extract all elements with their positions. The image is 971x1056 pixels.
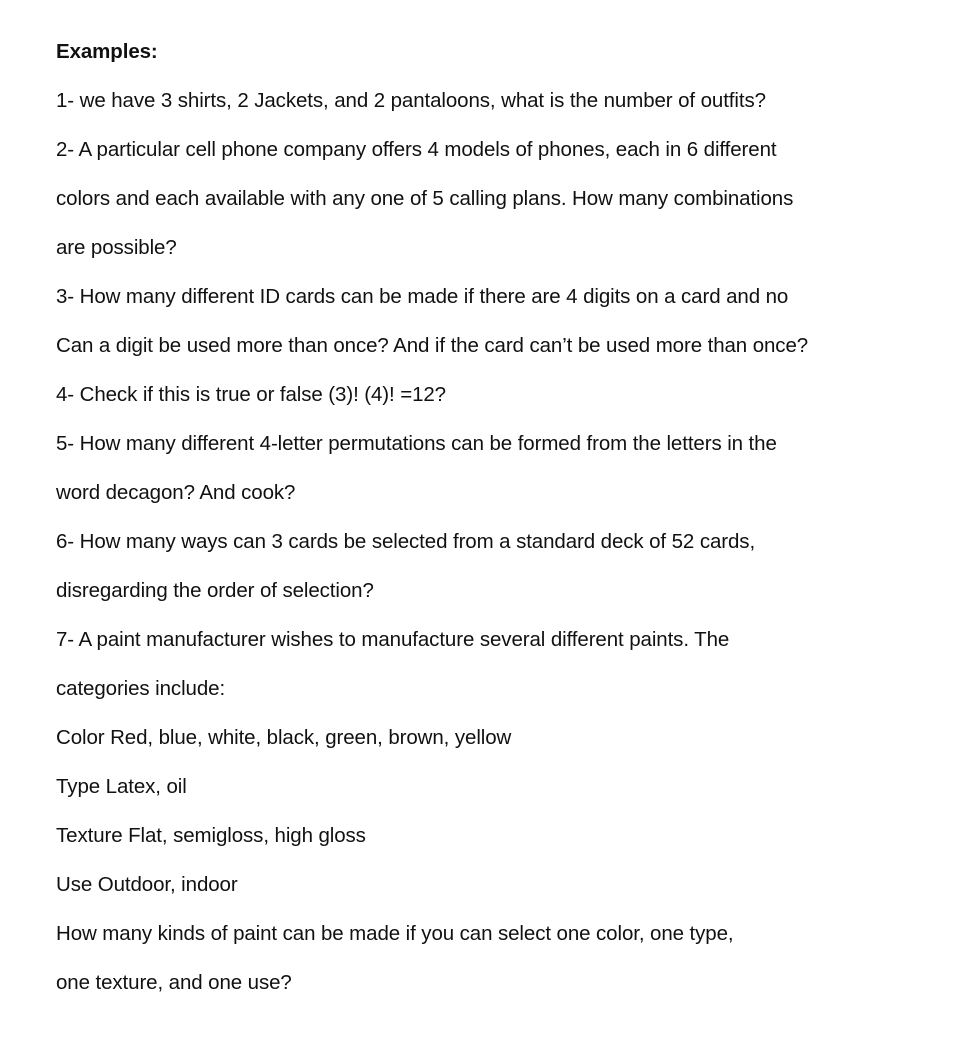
example-3-line-1: 3- How many different ID cards can be made if there are 4 digits on a card and no (56, 285, 789, 308)
example-2-line-1: 2- A particular cell phone company offers 4 models of phones, each in 6 different (56, 138, 777, 161)
example-2-line-3: are possible? (56, 236, 177, 259)
example-2-line-2: colors and each available with any one of 5 calling plans. How many combinations (56, 187, 794, 210)
example-7-question-line-2: one texture, and one use? (56, 971, 292, 994)
use-category-line: Use Outdoor, indoor (56, 873, 238, 896)
example-5-line-2: word decagon? And cook? (56, 481, 296, 504)
document-body (56, 33, 936, 1013)
example-7-line-1: 7- A paint manufacturer wishes to manufacture several different paints. The (56, 628, 730, 651)
texture-category-line: Texture Flat, semigloss, high gloss (56, 824, 366, 847)
color-category-line: Color Red, blue, white, black, green, brown, yellow (56, 726, 512, 749)
example-4-line: 4- Check if this is true or false (3)! (4)! =12? (56, 383, 446, 406)
example-5-line-1: 5- How many different 4-letter permutations can be formed from the letters in the (56, 432, 777, 455)
example-1-line: 1- we have 3 shirts, 2 Jackets, and 2 pantaloons, what is the number of outfits? (56, 89, 766, 112)
examples-heading: Examples: (56, 40, 158, 63)
example-3-line-2: Can a digit be used more than once? And if the card can’t be used more than once? (56, 334, 809, 357)
example-7-question-line-1: How many kinds of paint can be made if you can select one color, one type, (56, 922, 734, 945)
example-7-line-2: categories include: (56, 677, 226, 700)
example-6-line-2: disregarding the order of selection? (56, 579, 374, 602)
type-category-line: Type Latex, oil (56, 775, 187, 798)
example-6-line-1: 6- How many ways can 3 cards be selected from a standard deck of 52 cards, (56, 530, 756, 553)
